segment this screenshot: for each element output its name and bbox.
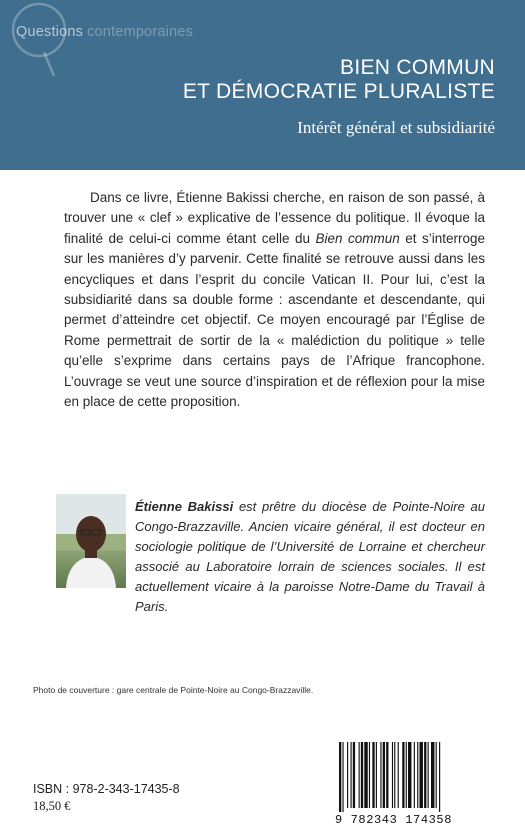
barcode-bar: [359, 742, 360, 808]
series-word-questions: Questions: [16, 24, 84, 40]
barcode-bar: [417, 742, 418, 808]
barcode-bar: [436, 742, 437, 808]
barcode-bar: [398, 742, 399, 808]
barcode-bar: [420, 742, 423, 808]
barcode-bar: [408, 742, 411, 808]
barcode-bar: [394, 742, 395, 808]
barcode-bar: [339, 742, 341, 812]
series-name: [16, 24, 193, 40]
barcode-bar: [369, 742, 370, 808]
series-word-contemporaines: contemporaines: [87, 24, 194, 40]
book-title-line-1: BIEN COMMUN: [340, 56, 495, 79]
barcode-bar: [402, 742, 404, 808]
blurb-part-1: Dans ce livre, Étienne Bakissi cherche, en raison de son passé, à trouver une « clef » explicative de l’essence du politique. Il évoque la finalité de celui-ci comme étant celle du: [64, 190, 485, 246]
cover-header-band: [0, 0, 525, 170]
barcode-bar: [392, 742, 393, 808]
barcode: [335, 740, 491, 812]
price: 18,50 €: [33, 799, 71, 813]
barcode-digits: 9 782343 174358: [335, 813, 453, 827]
barcode-bar: [361, 742, 363, 808]
book-subtitle: Intérêt général et subsidiarité: [297, 118, 495, 137]
barcode-bar: [428, 742, 429, 808]
barcode-bar: [353, 742, 355, 808]
barcode-bar: [406, 742, 407, 808]
back-cover-blurb: [64, 188, 485, 412]
barcode-bar: [342, 742, 343, 812]
book-title: [183, 56, 495, 104]
barcode-bar: [372, 742, 374, 808]
book-title-line-2: ET DÉMOCRATIE PLURALISTE: [182, 80, 495, 103]
author-name: Étienne Bakissi: [135, 499, 234, 514]
barcode-bar: [386, 742, 388, 808]
barcode-bar: [424, 742, 426, 808]
blurb-emphasis: Bien commun: [315, 230, 400, 246]
blurb-part-2: et s’interroge sur les manières d’y parvenir. Cette finalité se retrouve aussi dans les encycliques et dans l’esprit du concile Vatican II. Pour lui, c’est la subsidiarité dans sa double forme : ascendante et descendante, qui permet d’atteindre cet objectif. Ce moyen encouragé par l’Église de Rome permettrait de sortir de la « malédiction du politique » telle qu’elle s’exprime dans certains pays de l’Afrique francophone. L’ouvrage se veut une source d’inspiration et de réflexion pour la mise en place de cette proposition.: [64, 230, 485, 410]
barcode-bar: [431, 742, 434, 808]
author-photo: [56, 494, 126, 588]
barcode-bar: [364, 742, 367, 808]
barcode-bar: [351, 742, 352, 808]
cover-photo-credit: Photo de couverture : gare centrale de Pointe-Noire au Congo-Brazzaville.: [33, 685, 314, 695]
barcode-bars-icon: [335, 740, 491, 812]
barcode-bar: [347, 742, 348, 808]
barcode-bar: [380, 742, 381, 808]
isbn: ISBN : 978-2-343-17435-8: [33, 782, 180, 796]
author-portrait-icon: [56, 494, 126, 588]
author-bio: [135, 497, 485, 617]
author-bio-text: est prêtre du diocèse de Pointe-Noire au Congo-Brazzaville. Ancien vicaire général, il est docteur en sociologie politique de l’Université de Lorraine et chercheur associé au Laboratoire lorrain de sciences sociales. Il est actuellement vicaire à la paroisse Notre-Dame du Travail à Paris.: [135, 499, 485, 614]
barcode-bar: [439, 742, 440, 812]
barcode-bar: [414, 742, 415, 808]
barcode-bar: [376, 742, 377, 808]
barcode-bar: [383, 742, 385, 808]
